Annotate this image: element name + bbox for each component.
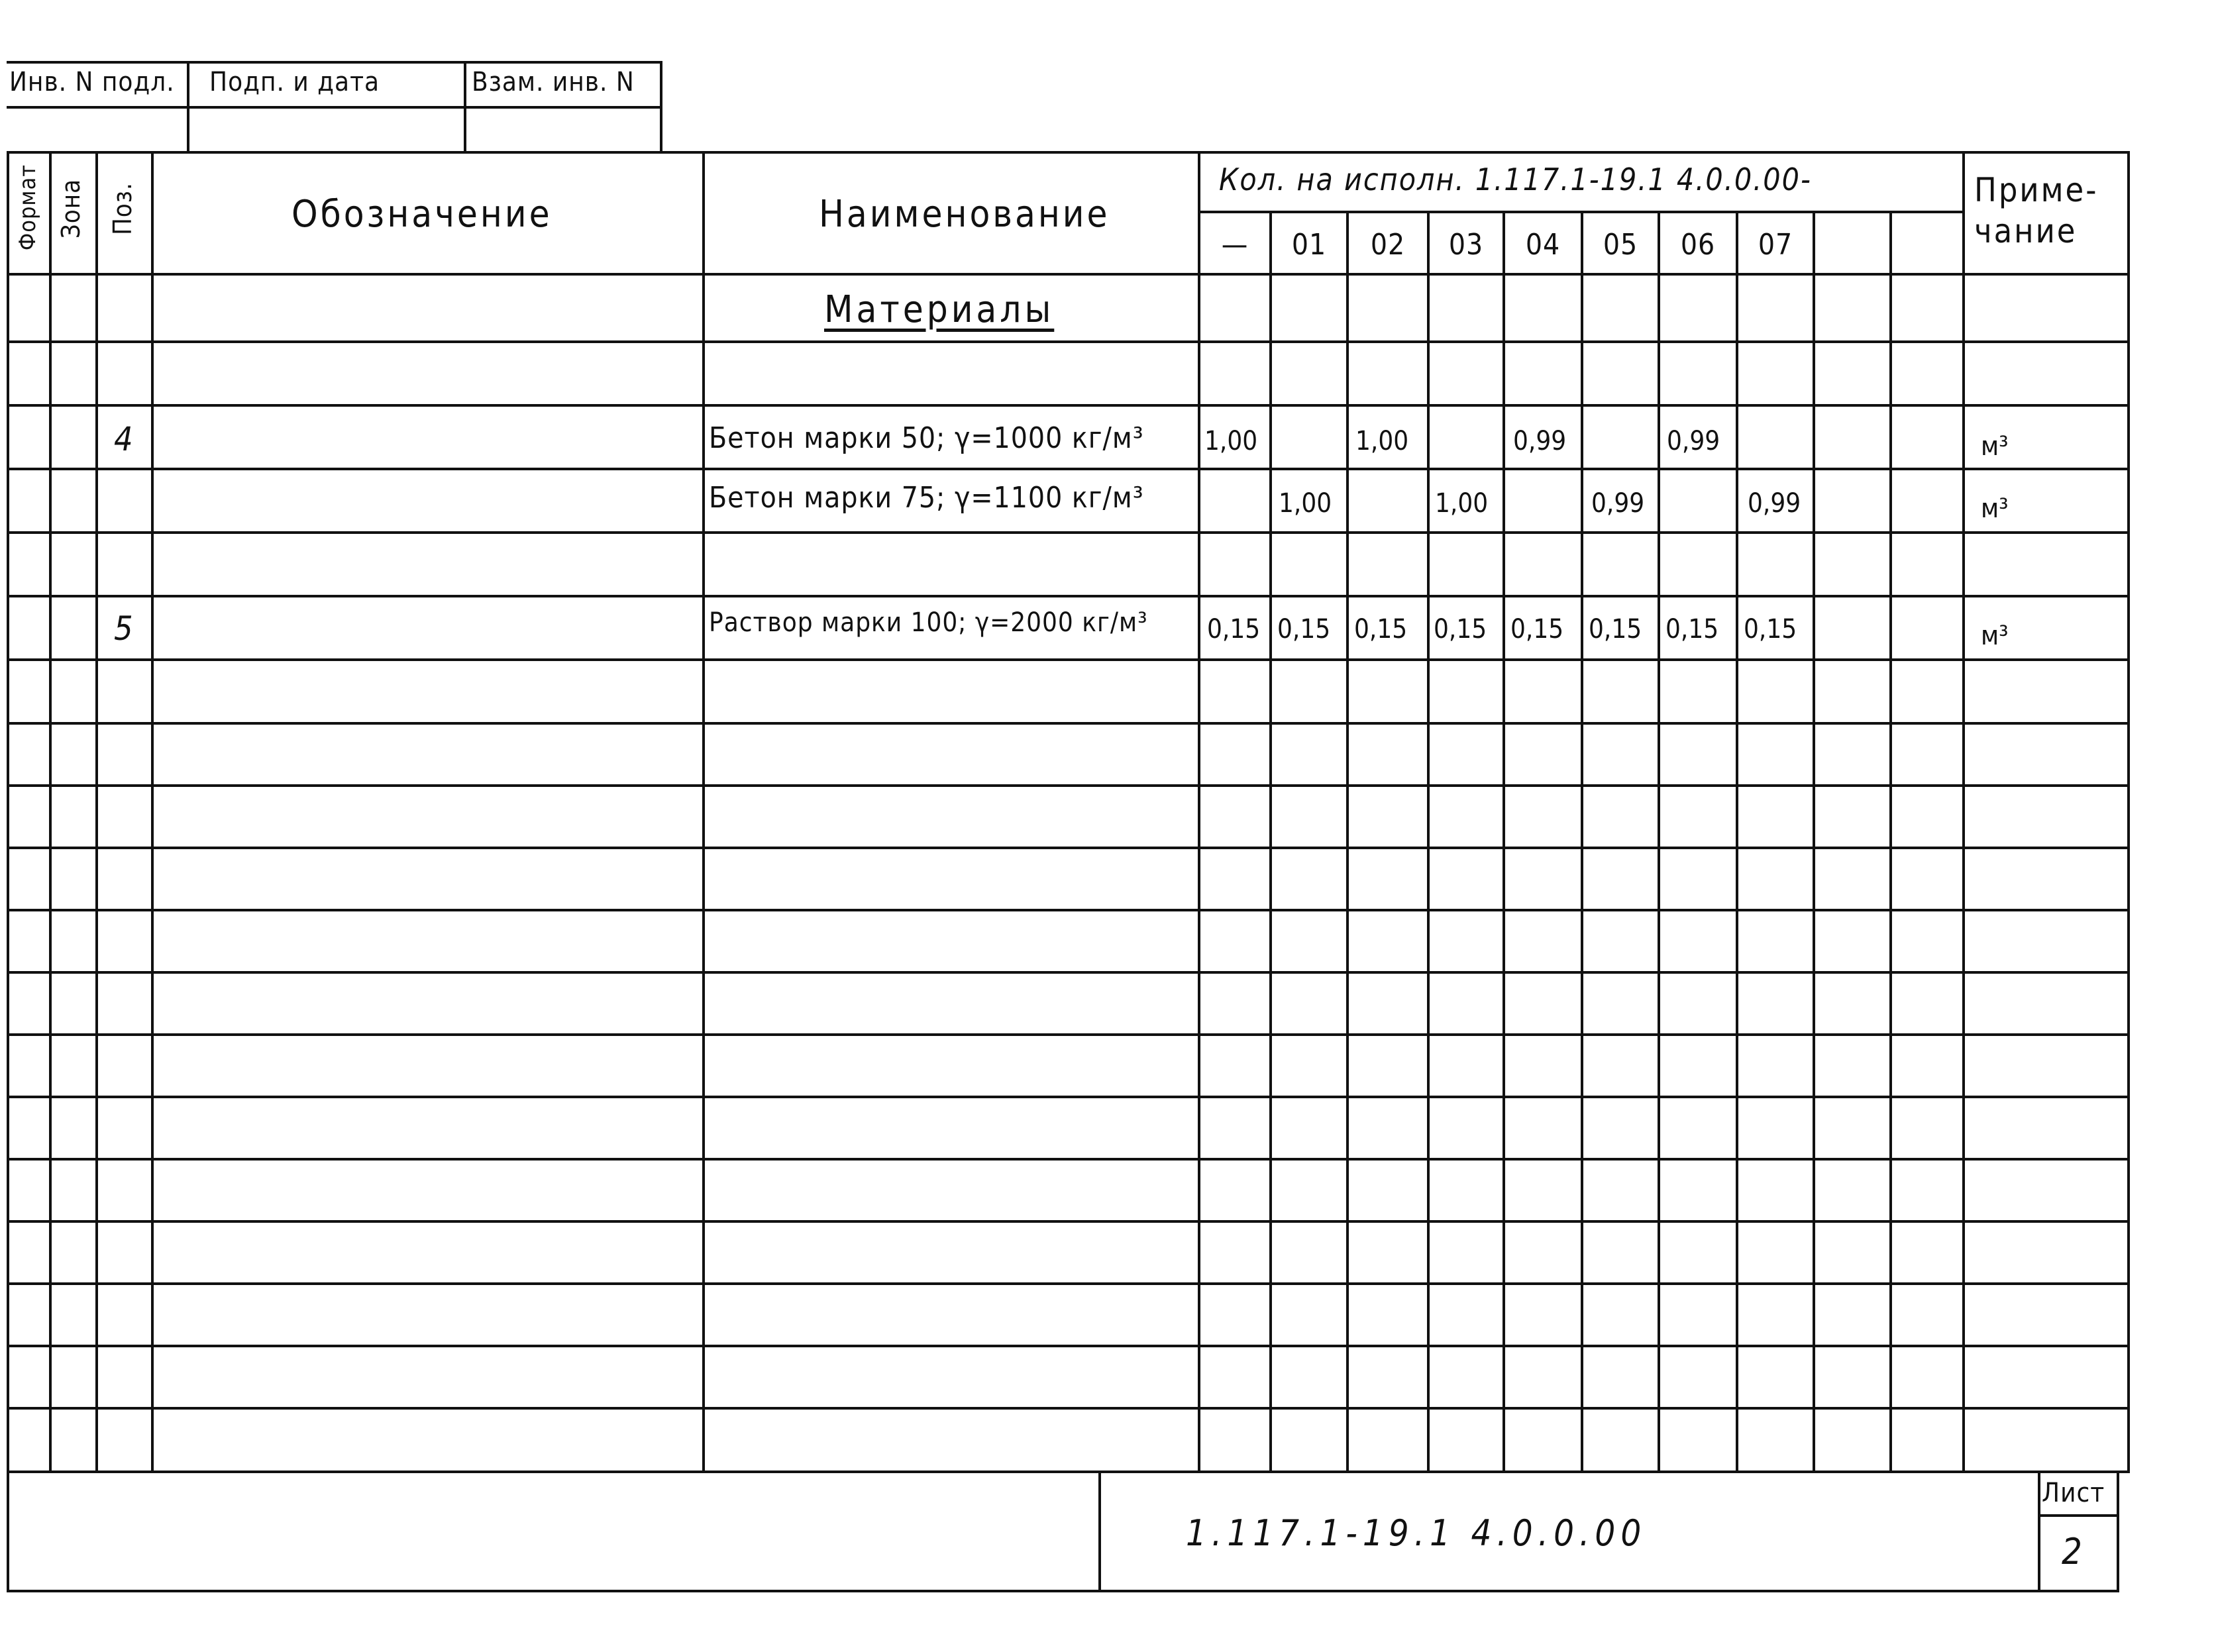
stamp-podp-data: Подп. и дата <box>209 67 380 97</box>
variant-header: 02 <box>1370 228 1406 262</box>
row-naimenovanie: Бетон марки 50; γ=1000 кг/м³ <box>709 421 1144 455</box>
header-poz: Поз. <box>108 182 137 235</box>
section-title: Материалы <box>824 288 1055 331</box>
doc-code: 1.117.1-19.1 4.0.0.00 <box>1186 1512 1647 1554</box>
row-value: 1,00 <box>1204 426 1258 456</box>
header-oboznachenie: Обозначение <box>291 193 553 236</box>
row-value: 1,00 <box>1435 488 1489 519</box>
row-value: 0,15 <box>1589 614 1642 645</box>
row-value: 0,99 <box>1667 426 1720 456</box>
variant-header: 01 <box>1291 228 1327 262</box>
row-naimenovanie: Бетон марки 75; γ=1100 кг/м³ <box>709 481 1144 515</box>
row-value: 1,00 <box>1279 488 1332 519</box>
row-value: 0,99 <box>1591 488 1645 519</box>
variant-header: 07 <box>1758 228 1793 262</box>
row-naimenovanie: Раствор марки 100; γ=2000 кг/м³ <box>709 607 1148 638</box>
row-value: 0,99 <box>1748 488 1801 519</box>
variant-header: 03 <box>1448 228 1484 262</box>
row-unit: м³ <box>1981 621 2009 651</box>
list-label: Лист <box>2042 1478 2105 1508</box>
variant-header: 05 <box>1603 228 1638 262</box>
header-format: Формат <box>15 164 41 251</box>
stamp-vzam-inv: Взам. инв. N <box>472 67 635 97</box>
header-zona: Зона <box>56 178 85 239</box>
row-poz: 4 <box>114 420 133 458</box>
row-value: 0,15 <box>1277 614 1331 645</box>
row-value: 0,99 <box>1513 426 1567 456</box>
row-value: 0,15 <box>1665 614 1719 645</box>
row-value: 0,15 <box>1434 614 1487 645</box>
header-primechanie-2: чание <box>1974 212 2078 250</box>
stamp-inv-podl: Инв. N подл. <box>9 67 175 97</box>
header-naimenovanie: Наименование <box>819 193 1110 236</box>
row-value: 1,00 <box>1355 426 1409 456</box>
variant-header: 06 <box>1680 228 1716 262</box>
row-poz: 5 <box>114 609 133 648</box>
header-primechanie-1: Приме- <box>1974 171 2099 209</box>
row-value: 0,15 <box>1207 614 1261 645</box>
variant-header: 04 <box>1525 228 1561 262</box>
row-value: 0,15 <box>1354 614 1408 645</box>
row-value: 0,15 <box>1510 614 1564 645</box>
row-value: 0,15 <box>1744 614 1797 645</box>
list-number: 2 <box>2062 1531 2082 1573</box>
variant-header: — <box>1221 228 1249 262</box>
row-unit: м³ <box>1981 431 2009 462</box>
row-unit: м³ <box>1981 493 2009 524</box>
header-kol-na-ispoln: Кол. на исполн. 1.117.1-19.1 4.0.0.00- <box>1219 162 1812 197</box>
